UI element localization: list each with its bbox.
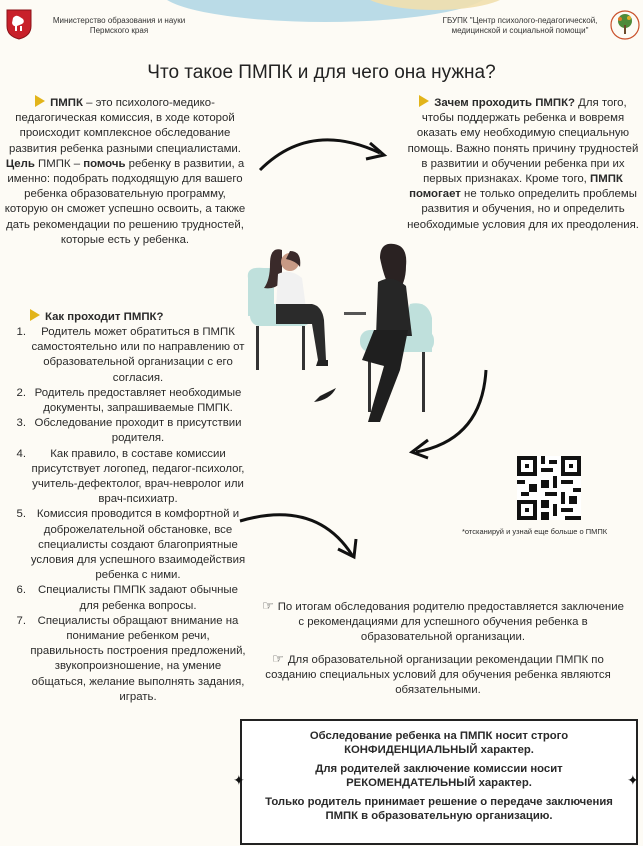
list-item (0, 386, 246, 416)
step-number: 3. (16, 417, 26, 430)
perm-krai-emblem-icon (4, 6, 34, 40)
step-number: 7. (16, 614, 26, 627)
list-item (0, 325, 246, 386)
notice-recommendation: Для родителей заключение комиссии носит РЕКОМЕНДАТЕЛЬНЫЙ характер. (315, 763, 563, 789)
why-bold: ПМПК помогает (409, 173, 623, 201)
curved-arrow-icon (250, 125, 400, 185)
result-item (258, 598, 628, 646)
result-text: По итогам обследования родителю предоставляется заключение с рекомендациями для успешного обучения ребенка в образовательной организации. (277, 601, 624, 644)
step-text: Специалисты ПМПК задают обычные для ребенка вопросы. (38, 584, 238, 612)
center-logo-icon (610, 10, 640, 40)
goal-text: ребенку в развитии, а именно: подобрать подходящую для вашего ребенка образовательную программу, которую он сможет успешно освоить, а также дать рекомендации по решению трудностей, которые есть у ребенка. (4, 157, 246, 246)
step-number: 4. (16, 447, 26, 460)
how-heading: Как проходит ПМПК? (45, 311, 164, 323)
step-text: Обследование проходит в присутствии родителя. (34, 417, 242, 445)
yellow-arrow-bullet-icon (30, 309, 40, 321)
list-item (0, 614, 246, 705)
why-text-end: не только определить проблемы развития и обучения, но и определить необходимые условия для их преодоления. (407, 188, 639, 231)
list-item (0, 507, 246, 583)
center-name: ГБУПК "Центр психолого-педагогической, медицинской и социальной помощи" (442, 16, 598, 35)
step-text: Как правило, в составе комиссии присутствует логопед, педагог-психолог, учитель-дефектолог, врач-невролог или врач-психиатр. (31, 447, 245, 506)
step-number: 6. (16, 584, 26, 597)
goal-action: помочь (83, 157, 126, 170)
definition-text: – это психолого-медико-педагогическая комиссия, в ходе которой происходит комплексное обследование развития ребенка разными специалистами. (9, 97, 241, 155)
why-heading: Зачем проходить ПМПК? (434, 97, 575, 109)
sparkle-icon: ✦ (233, 772, 245, 788)
pmpk-definition (4, 95, 246, 248)
step-text: Комиссия проводится в комфортной и доброжелательной обстановке, все специалисты создают благоприятные условия для успешного взаимодействия ребенка с ними. (30, 508, 246, 582)
page-title: Что такое ПМПК и для чего она нужна? (147, 62, 496, 83)
step-text: Родитель может обратиться в ПМПК самостоятельно или по направлению от образовательной организации с его согласия. (31, 326, 245, 384)
notice-parent-decision: Только родитель принимает решение о передаче заключения ПМПК в образовательную организацию. (265, 796, 613, 822)
goal-label: Цель (5, 157, 35, 170)
term: ПМПК (50, 97, 83, 109)
step-text: Специалисты обращают внимание на понимание ребенком речи, правильность построения предложений, звукопроизношение, на умение общаться, желание выполнять задания, играть. (30, 614, 246, 703)
how-heading-row (30, 309, 250, 325)
step-number: 2. (16, 386, 26, 399)
result-item (246, 651, 630, 699)
goal-mid: ПМПК – (34, 157, 84, 170)
list-item (0, 447, 246, 508)
step-number: 1. (16, 326, 26, 338)
pointing-hand-icon: ☞ (272, 651, 284, 666)
how-steps-list (0, 325, 246, 705)
qr-code[interactable] (517, 456, 581, 520)
step-text: Родитель предоставляет необходимые документы, запрашиваемые ПМПК. (34, 386, 242, 415)
curved-arrow-icon (236, 505, 376, 565)
list-item (0, 416, 246, 446)
list-item (0, 583, 246, 613)
yellow-arrow-bullet-icon (419, 95, 429, 107)
sparkle-icon: ✦ (627, 772, 639, 788)
why-text: Для того, чтобы поддержать ребенка и вовремя оказать ему необходимую специальную помощь. Важно понять причину трудностей в развитии и обучении ребенка при их первых признаках. Кроме того, (407, 97, 639, 186)
curved-arrow-icon (402, 360, 502, 460)
notice-box (240, 719, 638, 845)
pointing-hand-icon: ☞ (262, 598, 274, 613)
step-number: 5. (16, 508, 26, 521)
ministry-name: Министерство образования и науки Пермского края (52, 16, 186, 35)
result-text: Для образовательной организации рекомендации ПМПК по созданию специальных условий для обучения ребенка являются обязательными. (265, 654, 611, 697)
qr-caption: *отсканируй и узнай еще больше о ПМПК (462, 527, 608, 536)
yellow-arrow-bullet-icon (35, 95, 45, 107)
why-section (405, 95, 641, 233)
notice-confidential: Обследование ребенка на ПМПК носит строго КОНФИДЕНЦИАЛЬНЫЙ характер. (309, 730, 569, 756)
